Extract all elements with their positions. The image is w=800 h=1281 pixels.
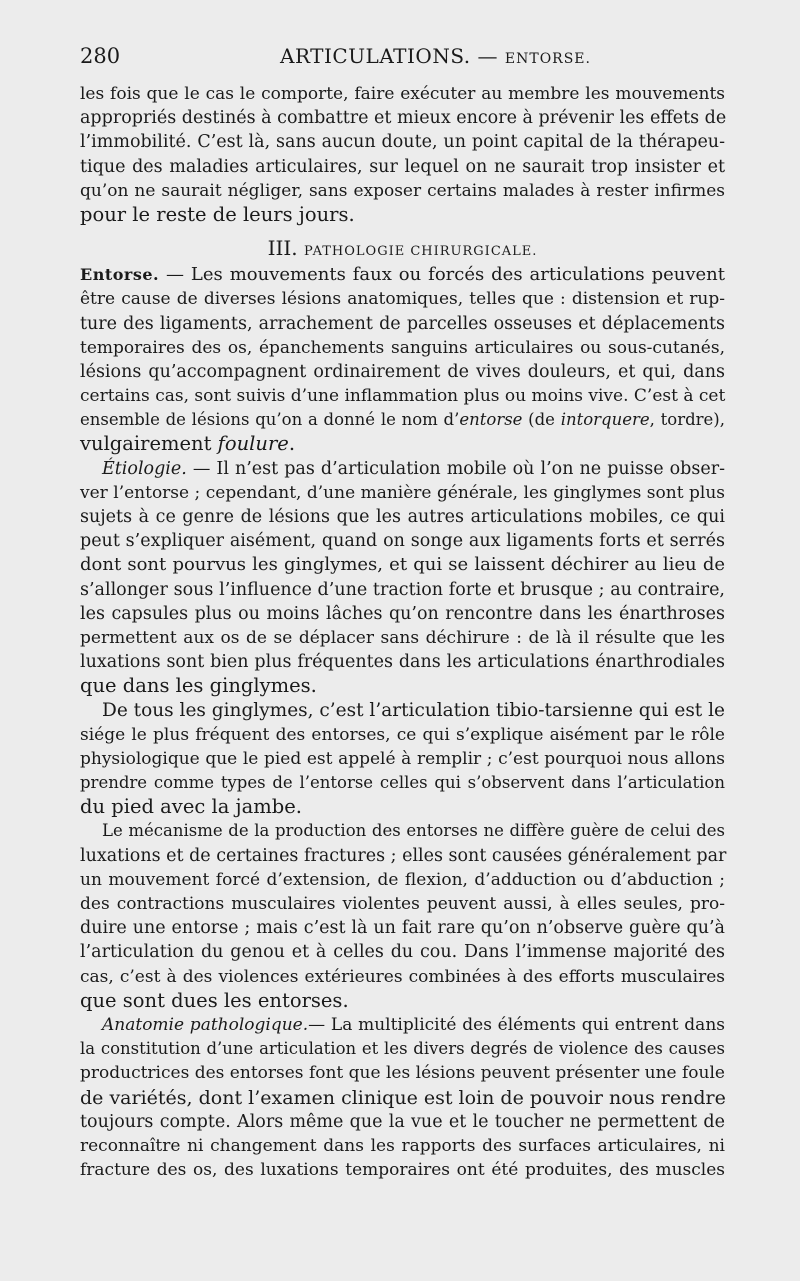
anatomie-term: Anatomie pathologique. [102, 1014, 309, 1035]
text-line: cas, c’est à des violences extérieures combinées à des efforts musculaires [80, 966, 725, 987]
text-line: des contractions musculaires violentes peuvent aussi, à elles seules, pro- [80, 894, 725, 914]
text-line: peut s’expliquer aisément, quand on songe aux ligaments forts et serrés [80, 531, 725, 552]
text-line: que dans les ginglymes. [80, 674, 317, 698]
text-line: sujets à ce genre de lésions que les autres articulations mobiles, ce qui [80, 507, 725, 527]
text-line [80, 1013, 725, 1037]
text-line: siége le plus fréquent des entorses, ce qui s’explique aisément par le rôle [80, 724, 725, 745]
text-line: être cause de diverses lésions anatomiques, telles que : distension et rup- [80, 289, 725, 310]
text-line: de variétés, dont l’examen clinique est loin de pouvoir nous rendre [80, 1086, 726, 1109]
text-line: fracture des os, des luxations temporaires ont été produites, des muscles [80, 1160, 725, 1181]
text-line [80, 408, 725, 432]
text-line: qu’on ne saurait négliger, sans exposer certains malades à rester infirmes [80, 180, 725, 201]
text-line: tique des maladies articulaires, sur lequel on ne saurait trop insister et [80, 156, 725, 177]
text-line: De tous les ginglymes, c’est l’articulation tibio-tarsienne qui est le [102, 699, 725, 721]
text-line: les capsules plus ou moins lâches qu’on rencontre dans les énarthroses [80, 603, 725, 624]
text-fragment: (de [522, 410, 561, 430]
etiologie-term: Étiologie. [102, 458, 187, 479]
text-fragment: — La multiplicité des éléments qui entrent dans [308, 1014, 725, 1035]
text-line: physiologique que le pied est appelé à remplir ; c’est pourquoi nous allons [80, 748, 725, 769]
text-line: pour le reste de leurs jours. [80, 202, 355, 226]
text-fragment: vulgairement [80, 432, 218, 456]
text-line [80, 263, 725, 287]
text-line: productrices des entorses font que les lésions peuvent présenter une foule [80, 1063, 725, 1084]
text-line: dont sont pourvus les ginglymes, et qui se laissent déchirer au lieu de [80, 554, 725, 576]
text-line: prendre comme types de l’entorse celles qui s’observent dans l’articulation [80, 773, 725, 793]
text-fragment: , tordre), [649, 410, 725, 430]
text-line: reconnaître ni changement dans les rapports des surfaces articulaires, ni [80, 1135, 725, 1156]
text-line: du pied avec la jambe. [80, 795, 302, 819]
text-line: certains cas, sont suivis d’une inflammation plus ou moins vive. C’est à cet [80, 386, 726, 407]
section-title: PATHOLOGIE CHIRURGICALE. [304, 244, 538, 260]
text-fragment: ensemble de lésions qu’on a donné le nom d’ [80, 410, 460, 430]
page-header [80, 44, 725, 74]
text-fragment: — Il n’est pas d’articulation mobile où l’on ne puisse obser- [186, 458, 725, 479]
page-number: 280 [80, 44, 121, 68]
text-line: l’articulation du genou et à celles du cou. Dans l’immense majorité des [80, 942, 725, 963]
text-line: que sont dues les entorses. [80, 988, 349, 1012]
text-line: duire une entorse ; mais c’est là un fait rare qu’on n’observe guère qu’à [80, 918, 725, 939]
text-line [80, 457, 725, 481]
text-line: la constitution d’une articulation et les divers degrés de violence des causes [80, 1039, 725, 1059]
text-line [80, 432, 725, 456]
body-text [80, 82, 725, 1182]
text-line: un mouvement forcé d’extension, de flexion, d’adduction ou d’abduction ; [80, 869, 725, 890]
text-line: permettent aux os de se déplacer sans déchirure : de là il résulte que les [80, 627, 725, 648]
text-fragment: . [288, 432, 296, 456]
running-title-sub: ENTORSE. [504, 51, 591, 67]
text-line: ver l’entorse ; cependant, d’une manière générale, les ginglymes sont plus [80, 482, 725, 503]
text-line: s’allonger sous l’influence d’une traction forte et brusque ; au contraire, [80, 579, 725, 600]
text-line: l’immobilité. C’est là, sans aucun doute, un point capital de la thérapeu- [80, 132, 725, 153]
running-title [280, 44, 591, 68]
italic-term: entorse [459, 410, 523, 430]
section-number: III. [267, 236, 298, 261]
text-line: les fois que le cas le comporte, faire exécuter au membre les mouvements [80, 84, 725, 104]
entorse-term: Entorse. [80, 265, 160, 285]
text-line: lésions qu’accompagnent ordinairement de vives douleurs, et qui, dans [80, 361, 725, 382]
text-line: temporaires des os, épanchements sanguins articulaires ou sous-cutanés, [80, 337, 725, 358]
text-line: appropriés destinés à combattre et mieux encore à prévenir les effets de [80, 108, 727, 129]
text-line: Le mécanisme de la production des entorses ne diffère guère de celui des [102, 821, 725, 841]
text-line: luxations sont bien plus fréquentes dans les articulations énarthrodiales [80, 652, 725, 673]
text-line: toujours compte. Alors même que la vue et le toucher ne permettent de [80, 1111, 725, 1132]
running-title-main: ARTICULATIONS. — [280, 44, 499, 68]
italic-term: foulure [217, 432, 289, 456]
text-line: ture des ligaments, arrachement de parcelles osseuses et déplacements [80, 313, 725, 334]
section-heading [80, 233, 725, 261]
italic-term: intorquere [560, 410, 650, 430]
text-line: luxations et de certaines fractures ; elles sont causées généralement par [80, 845, 727, 866]
text-fragment: — Les mouvements faux ou forcés des articulations peuvent [159, 264, 725, 286]
